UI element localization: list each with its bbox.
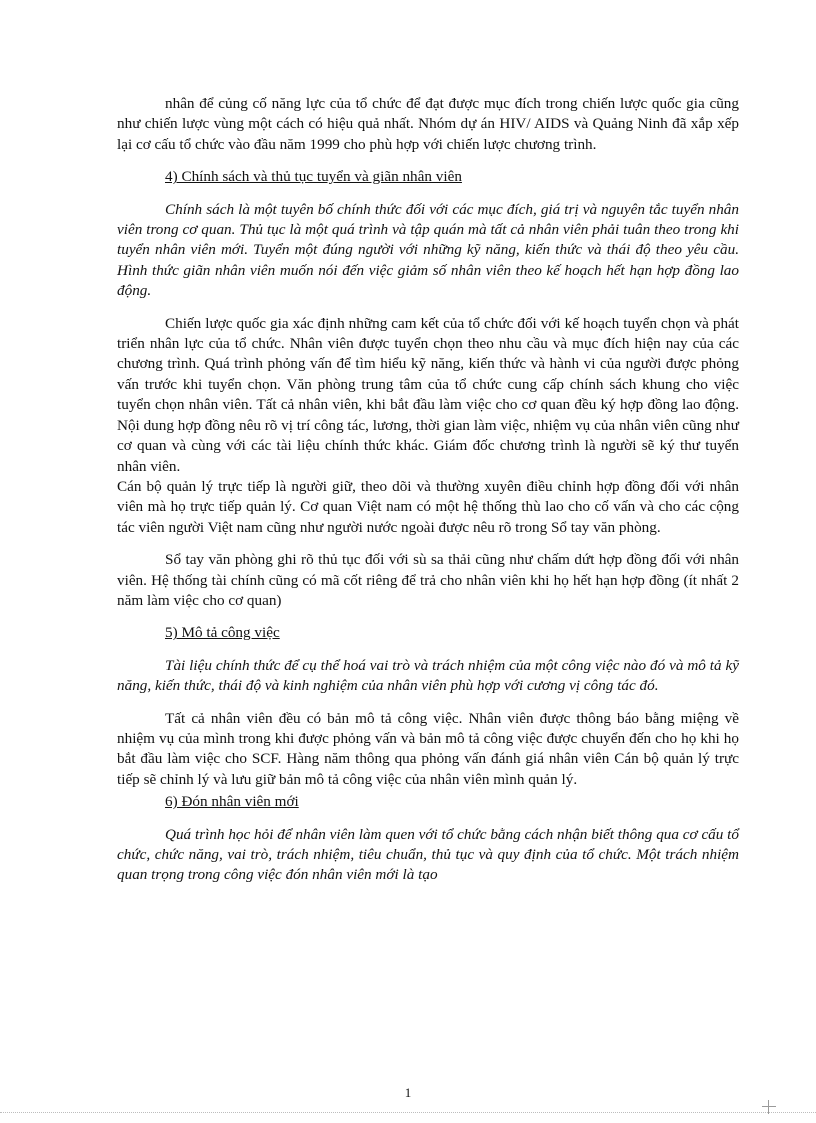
paragraph-national-strategy: Chiến lược quốc gia xác định những cam kết của tổ chức đối với kế hoạch tuyển chọn và phát triển nhân lực của tổ chức. Nhân viên được tuyển chọn theo nhu cầu và mục đích hiện nay của các chương trình. Quá trình phỏng vấn để tìm hiểu kỹ năng, kiến thức và hành vi của người được phỏng vấn trước khi tuyển chọn. Văn phòng trung tâm của tổ chức cung cấp chính sách khung cho việc tuyển chọn nhân viên. Tất cả nhân viên, khi bắt đầu làm việc cho cơ quan đều ký hợp đồng lao động. Nội dung hợp đồng nêu rõ vị trí công tác, lương, thời gian làm việc, nhiệm vụ của nhân viên cũng như cơ quan và cùng với các tài liệu chính thức khác. Giám đốc chương trình là người sẽ ký thư tuyển nhân viên. — [117, 314, 739, 475]
definition-orientation: Quá trình học hỏi để nhân viên làm quen với tổ chức bằng cách nhận biết thông qua cơ cấu tổ chức, chức năng, vai trò, trách nhiệm, tiêu chuẩn, thủ tục và quy định của tổ chức. Một trách nhiệm quan trọng trong công việc đón nhân viên mới là tạo — [117, 825, 739, 884]
paragraph-job-description: Tất cả nhân viên đều có bản mô tả công việc. Nhân viên được thông báo bằng miệng về nhiệm vụ của mình trong khi được phỏng vấn và bản mô tả công việc được chuyển đến cho họ khi họ bắt đầu làm việc cho SCF. Hàng năm thông qua phỏng vấn đánh giá nhân viên Cán bộ quản lý trực tiếp sẽ chỉnh lý và lưu giữ bản mô tả công việc của nhân viên mình quản lý. — [117, 709, 739, 788]
page-bottom-divider — [0, 1112, 816, 1113]
definition-recruitment-policy: Chính sách là một tuyên bố chính thức đối với các mục đích, giá trị và nguyên tắc tuyển nhân viên trong cơ quan. Thủ tục là một quá trình và tập quán mà tất cả nhân viên phải tuân theo trong khi tuyển nhân viên mới. Tuyển một đúng người với những kỹ năng, kiến thức và thái độ theo yêu cầu. Hình thức giãn nhân viên muốn nói đến việc giảm số nhân viên theo kế hoạch hết hạn hợp đồng lao động. — [117, 200, 739, 300]
definition-job-description: Tài liệu chính thức để cụ thể hoá vai trò và trách nhiệm của một công việc nào đó và mô tả kỹ năng, kiến thức, thái độ và kinh nghiệm của nhân viên phù hợp với cương vị công tác đó. — [117, 656, 739, 695]
document-body — [117, 94, 739, 886]
paragraph-office-handbook: Sổ tay văn phòng ghi rõ thủ tục đối với sù sa thải cũng như chấm dứt hợp đồng đối với nhân viên. Hệ thống tài chính cũng có mã cốt riêng để trả cho nhân viên khi họ hết hạn hợp đồng (ít nhất 2 năm làm việc cho cơ quan) — [117, 551, 739, 609]
paragraph-direct-manager: Cán bộ quản lý trực tiếp là người giữ, theo dõi và thường xuyên điều chỉnh hợp đồng đối với nhân viên mà họ trực tiếp quản lý. Cơ quan Việt nam có một hệ thống thù lao cho cố vấn và cho các cộng tác viên người Việt nam cũng như người nước ngoài được nêu rõ trong Sổ tay văn phòng. — [117, 477, 739, 536]
paragraph-strategy-continuation: nhân để củng cố năng lực của tổ chức để đạt được mục đích trong chiến lược quốc gia cũng như chiến lược vùng một cách có hiệu quả nhất. Nhóm dự án HIV/ AIDS và Quảng Ninh đã xắp xếp lại cơ cấu tổ chức vào đầu năm 1999 cho phù hợp với chiến lược chương trình. — [117, 95, 739, 153]
section-heading-4: 4) Chính sách và thủ tục tuyển và giãn nhân viên — [165, 168, 462, 186]
crop-mark-icon — [762, 1100, 776, 1114]
section-heading-6: 6) Đón nhân viên mới — [165, 793, 299, 811]
page-number: 1 — [404, 1085, 412, 1100]
section-heading-5: 5) Mô tả công việc — [165, 624, 280, 642]
